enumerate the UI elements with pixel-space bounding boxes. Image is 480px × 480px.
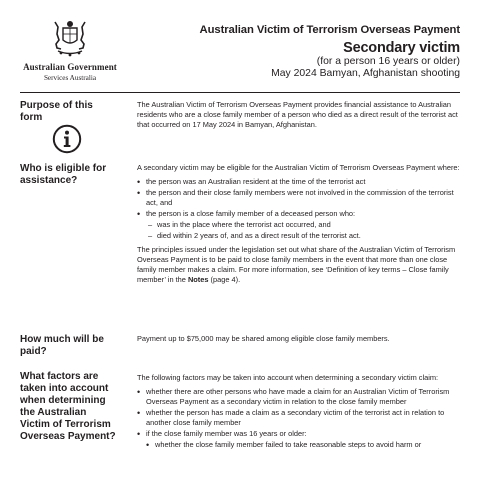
section-heading-amount: How much will be paid? bbox=[20, 334, 104, 357]
deceased-conditions-list bbox=[137, 220, 462, 241]
factors-intro: The following factors may be taken into account when determining a secondary victim claim: bbox=[137, 373, 439, 382]
list-item: • the person and their close family members were not involved in the commission of the terrorist act, and bbox=[137, 188, 462, 208]
principles-body: The principles issued under the legislation set out what share of the Australian Victim of Terrorism Overseas Payment is to be paid to close family members in the event that more than one close family member makes a claim. For more information, see ‘Definition of key terms – Close family member’ in the bbox=[137, 245, 456, 284]
list-item: – was in the place where the terrorist act occurred, and bbox=[148, 220, 462, 230]
info-icon bbox=[52, 124, 82, 154]
purpose-content bbox=[137, 100, 462, 134]
list-item: • whether the person has made a claim as a secondary victim of the terrorist act in relation to another close family member bbox=[137, 408, 462, 428]
notes-page: (page 4). bbox=[208, 275, 241, 284]
payment-name: Australian Victim of Terrorism Overseas Payment bbox=[199, 24, 460, 36]
form-title: Secondary victim bbox=[343, 40, 460, 56]
factors-list bbox=[137, 387, 462, 439]
eligibility-list bbox=[137, 177, 462, 219]
eligibility-content bbox=[137, 163, 462, 289]
list-item: • the person was an Australian resident at the time of the terrorist act bbox=[137, 177, 462, 187]
section-heading-factors: What factors are taken into account when determining the Australian Victim of Terrorism Overseas Payment? bbox=[20, 371, 116, 442]
amount-text: Payment up to $75,000 may be shared among eligible close family members. bbox=[137, 334, 390, 343]
list-item: • whether the close family member failed to take reasonable steps to avoid harm or bbox=[146, 440, 462, 450]
list-item: • the person is a close family member of a deceased person who: bbox=[137, 209, 462, 219]
government-logo bbox=[20, 18, 120, 82]
coat-of-arms-icon bbox=[49, 18, 91, 58]
principles-text bbox=[137, 245, 462, 285]
section-heading-purpose: Purpose of this form bbox=[20, 100, 93, 123]
section-heading-eligibility: Who is eligible for assistance? bbox=[20, 163, 107, 186]
eligibility-intro: A secondary victim may be eligible for the Australian Victim of Terrorism Overseas Payment where: bbox=[137, 163, 460, 172]
factors-content bbox=[137, 373, 462, 454]
notes-reference: Notes bbox=[187, 275, 209, 284]
government-name: Australian Government bbox=[23, 62, 117, 72]
purpose-text: The Australian Victim of Terrorism Overseas Payment provides financial assistance to Australian residents who are a close family member of a person who died as a direct result of the terrorist act that occurred on 17 May 2024 in Bamyan, Afghanistan. bbox=[137, 100, 458, 129]
form-subtitle: (for a person 16 years or older) bbox=[316, 56, 460, 67]
factors-sub-list bbox=[137, 440, 462, 450]
list-item: – died within 2 years of, and as a direct result of the terrorist act. bbox=[148, 231, 462, 241]
department-name: Services Australia bbox=[43, 74, 97, 82]
header-divider bbox=[20, 92, 460, 93]
amount-content bbox=[137, 334, 462, 348]
list-item: • if the close family member was 16 years or older: bbox=[137, 429, 462, 439]
form-header bbox=[130, 24, 460, 80]
event-name: May 2024 Bamyan, Afghanistan shooting bbox=[271, 68, 460, 80]
list-item: • whether there are other persons who have made a claim for an Australian Victim of Terrorism Overseas Payment as a secondary victim in relation to the close family member bbox=[137, 387, 462, 407]
